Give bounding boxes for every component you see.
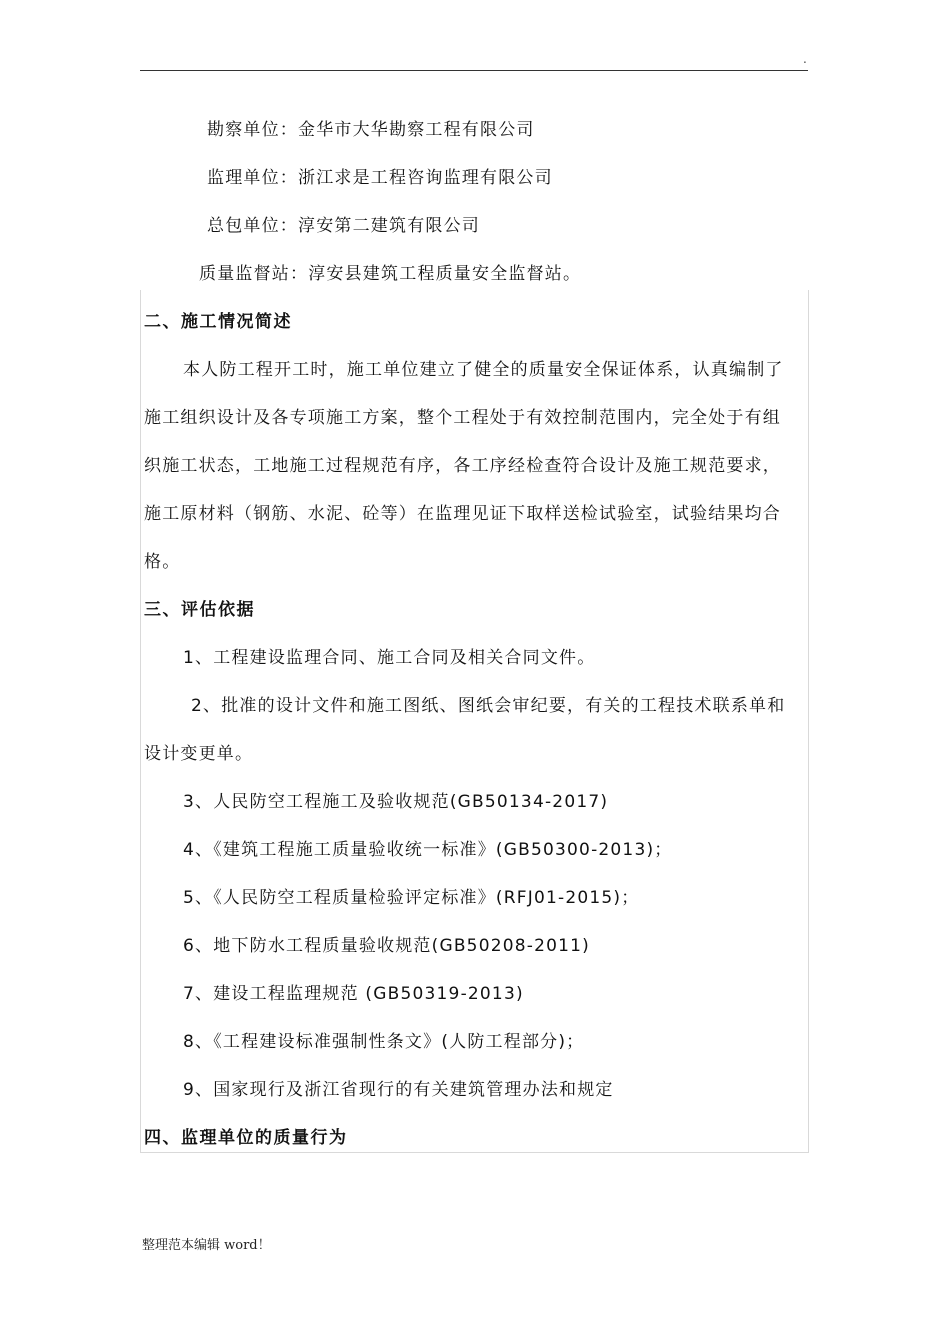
basis-item: 设计变更单。 <box>144 744 254 764</box>
section4-heading: 四、监理单位的质量行为 <box>144 1128 348 1148</box>
supervision-unit-line: 监理单位：浙江求是工程咨询监理有限公司 <box>207 168 553 188</box>
section2-para-line: 织施工状态，工地施工过程规范有序，各工序经检查符合设计及施工规范要求， <box>144 456 781 476</box>
general-contractor-line: 总包单位：淳安第二建筑有限公司 <box>207 216 480 236</box>
basis-item: 6、地下防水工程质量验收规范(GB50208-2011) <box>183 936 590 956</box>
basis-item: 1、工程建设监理合同、施工合同及相关合同文件。 <box>183 648 596 668</box>
footer-text: 整理范本编辑 word！ <box>142 1238 271 1253</box>
header-rule <box>140 70 808 71</box>
quality-station-line: 质量监督站：淳安县建筑工程质量安全监督站。 <box>199 264 582 284</box>
basis-item: 9、国家现行及浙江省现行的有关建筑管理办法和规定 <box>183 1080 614 1100</box>
section2-heading: 二、施工情况简述 <box>144 312 292 332</box>
section2-para-line: 格。 <box>144 552 181 572</box>
section2-para-line: 施工原材料（钢筋、水泥、砼等）在监理见证下取样送检试验室，试验结果均合 <box>144 504 781 524</box>
basis-item: 2、批准的设计文件和施工图纸、图纸会审纪要，有关的工程技术联系单和 <box>191 696 786 716</box>
basis-item: 3、人民防空工程施工及验收规范(GB50134-2017) <box>183 792 609 812</box>
section2-para-line: 施工组织设计及各专项施工方案，整个工程处于有效控制范围内，完全处于有组 <box>144 408 781 428</box>
basis-item: 8、《工程建设标准强制性条文》(人防工程部分)； <box>183 1032 585 1052</box>
header-mark: . <box>803 52 807 66</box>
basis-item: 4、《建筑工程施工质量验收统一标准》(GB50300-2013)； <box>183 840 673 860</box>
section3-heading: 三、评估依据 <box>144 600 255 620</box>
survey-unit-line: 勘察单位：金华市大华勘察工程有限公司 <box>207 120 535 140</box>
basis-item: 5、《人民防空工程质量检验评定标准》(RFJ01-2015)； <box>183 888 640 908</box>
basis-item: 7、建设工程监理规范 (GB50319-2013) <box>183 984 524 1004</box>
section2-para-line: 本人防工程开工时，施工单位建立了健全的质量安全保证体系，认真编制了 <box>183 360 784 380</box>
